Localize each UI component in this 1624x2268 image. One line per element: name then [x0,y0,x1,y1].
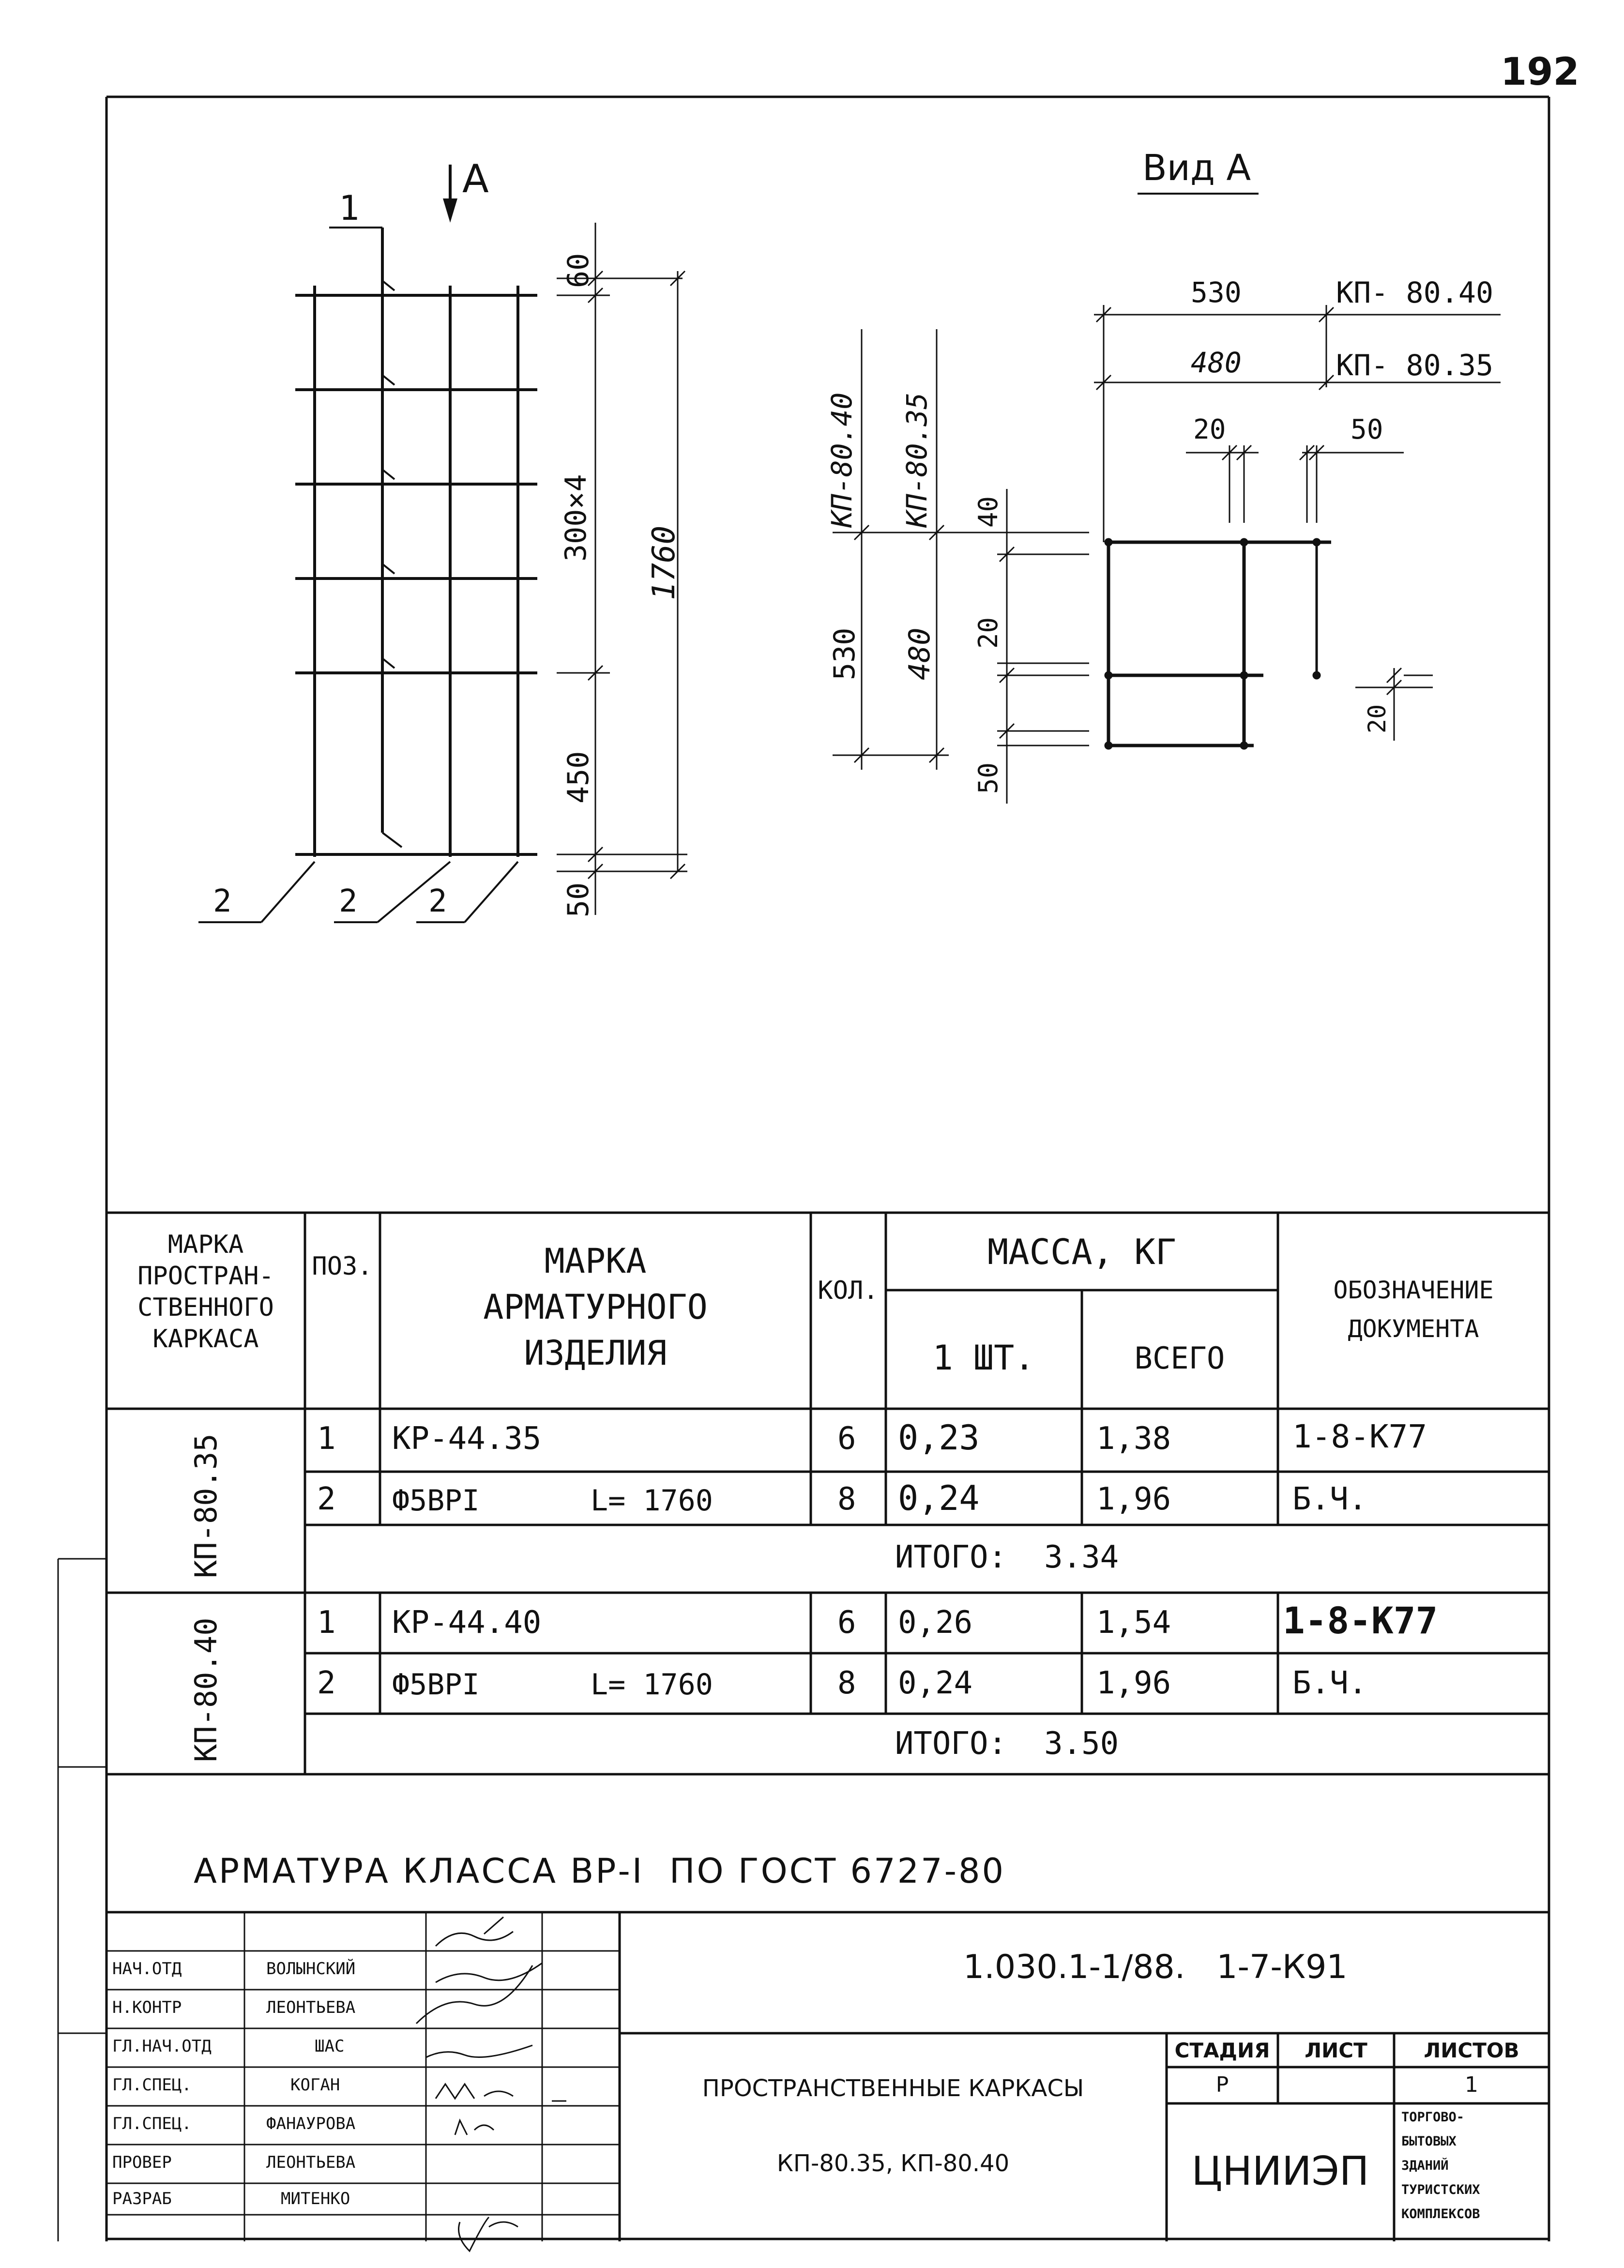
view-a-width-530: 530 [1191,276,1242,309]
sig-role: Н.КОНТР [112,1998,182,2017]
view-a-width-480: 480 [1191,346,1242,379]
header-massa-1sht: 1 ШТ. [932,1338,1035,1378]
table-row-mass-total: 1,96 [1096,1481,1171,1517]
sig-role: РАЗРАБ [112,2189,172,2208]
table-row-doc: Б.Ч. [1292,1665,1367,1701]
table-row-mass-1: 0,23 [898,1418,980,1458]
drawing-title-line-2: КП-80.35, КП-80.40 [776,2150,1010,2177]
organization-sub-5: КОМПЛЕКСОВ [1401,2207,1480,2222]
view-a-dim-bot-50: 50 [973,762,1003,794]
dim-450: 450 [562,751,595,804]
table-row-mass-total: 1,54 [1096,1605,1171,1641]
header-marka-karkasa-4: КАРКАСА [152,1324,259,1354]
organization-sub-4: ТУРИСТСКИХ [1401,2182,1480,2197]
table-row-length: L= 1760 [591,1484,713,1518]
dim-1760: 1760 [646,525,682,600]
stadiya-label: СТАДИЯ [1174,2039,1270,2062]
table-row-poz: 2 [317,1665,336,1701]
table-row-mass-1: 0,24 [898,1478,980,1518]
sig-name: ВОЛЫНСКИЙ [266,1959,356,1979]
header-kol: КОЛ. [818,1276,879,1305]
list-label: ЛИСТ [1305,2039,1367,2062]
table-row-izdelie: Ф5ВРI [392,1668,480,1702]
view-a-height-530: 530 [828,627,862,680]
header-oboznachenie-2: ДОКУМЕНТА [1348,1315,1479,1343]
table-row-length: L= 1760 [591,1668,713,1702]
table-row-kol: 8 [837,1481,856,1517]
dim-300x4: 300×4 [559,474,593,562]
dim-50: 50 [562,882,595,917]
sig-role: ГЛ.СПЕЦ. [112,2114,192,2133]
header-marka-izdeliya-2: АРМАТУРНОГО [483,1287,708,1327]
frame-elevation [198,165,537,922]
listov-label: ЛИСТОВ [1424,2039,1519,2062]
header-marka-izdeliya-1: МАРКА [544,1241,647,1281]
table-row-izdelie: КР-44.40 [392,1605,542,1641]
table-row-poz: 1 [317,1421,336,1457]
table-row-izdelie: КР-44.35 [392,1421,542,1457]
position-label-2b: 2 [339,883,358,919]
sig-name: ФАНАУРОВА [266,2114,356,2133]
view-a-dim-50: 50 [1351,414,1383,445]
position-label-1: 1 [339,188,360,228]
table-row-mass-total: 1,38 [1096,1421,1171,1457]
header-marka-izdeliya-3: ИЗДЕЛИЯ [524,1333,667,1373]
dim-top-60: 60 [562,253,595,288]
table-row-mass-1: 0,26 [898,1605,973,1641]
sig-name: ЛЕОНТЬЕВА [266,2153,356,2172]
header-marka-karkasa-3: СТВЕННОГО [137,1293,274,1322]
table-row-mass-total: 1,96 [1096,1665,1171,1701]
table-row-kol: 8 [837,1665,856,1701]
header-massa-vsego: ВСЕГО [1134,1340,1225,1376]
page-number: 192 [1501,50,1579,94]
view-a-dim-20: 20 [1193,414,1226,445]
sig-name: КОГАН [290,2075,340,2095]
sig-role: НАЧ.ОТД [112,1959,182,1979]
sig-role: ГЛ.СПЕЦ. [112,2075,192,2095]
group-total-1: ИТОГО: 3.34 [895,1539,1119,1575]
view-a-dim-mid-20: 20 [973,617,1003,649]
position-label-2c: 2 [428,883,447,919]
view-a-title: Вид А [1142,147,1251,189]
organization-sub-1: ТОРГОВО- [1401,2110,1465,2125]
doc-code: 1.030.1-1/88. 1-7-К91 [963,1948,1348,1986]
view-a-height-480: 480 [903,627,937,680]
drawing-title-line-1: ПРОСТРАНСТВЕННЫЕ КАРКАСЫ [702,2075,1084,2102]
header-massa: МАССА, КГ [987,1232,1177,1272]
sig-name: МИТЕНКО [281,2189,350,2208]
stadiya-value: Р [1215,2072,1229,2097]
sig-role: ГЛ.НАЧ.ОТД [112,2037,212,2056]
view-a-mark-40: КП- 80.40 [1336,276,1494,310]
view-a-mark-35: КП- 80.35 [1336,349,1494,382]
table-row-mass-1: 0,24 [898,1665,973,1701]
table-row-kol: 6 [837,1421,856,1457]
table-row-poz: 1 [317,1605,336,1641]
view-a-vert-mark-40: КП-80.40 [825,392,858,528]
table-row-doc: 1-8-К77 [1283,1599,1438,1642]
table-row-doc: 1-8-К77 [1292,1418,1427,1455]
organization-name: ЦНИИЭП [1191,2148,1369,2194]
header-oboznachenie-1: ОБОЗНАЧЕНИЕ [1333,1276,1494,1304]
table-row-doc: Б.Ч. [1292,1481,1367,1517]
organization-sub-3: ЗДАНИЙ [1401,2158,1449,2173]
header-poz: ПОЗ. [312,1252,373,1281]
view-a-dim-40: 40 [973,496,1003,528]
table-row-izdelie: Ф5ВРI [392,1484,480,1518]
organization-sub-2: БЫТОВЫХ [1401,2134,1457,2149]
view-a-dim-right-20: 20 [1363,704,1391,733]
sig-name: ШАС [315,2037,345,2056]
reinforcement-note: АРМАТУРА КЛАССА ВР-I ПО ГОСТ 6727-80 [194,1851,1006,1891]
header-marka-karkasa-2: ПРОСТРАН- [137,1262,274,1291]
sig-role: ПРОВЕР [112,2153,172,2172]
listov-value: 1 [1465,2072,1478,2097]
view-a-vert-mark-35: КП-80.35 [900,392,933,528]
table-row-poz: 2 [317,1481,336,1517]
position-label-2a: 2 [213,883,232,919]
group-mark-2: КП-80.40 [188,1617,224,1762]
group-mark-1: КП-80.35 [188,1433,224,1578]
table-row-kol: 6 [837,1605,856,1641]
section-arrow-label: A [462,156,489,201]
group-total-2: ИТОГО: 3.50 [895,1726,1119,1762]
header-marka-karkasa-1: МАРКА [167,1230,244,1259]
sig-name: ЛЕОНТЬЕВА [266,1998,356,2017]
